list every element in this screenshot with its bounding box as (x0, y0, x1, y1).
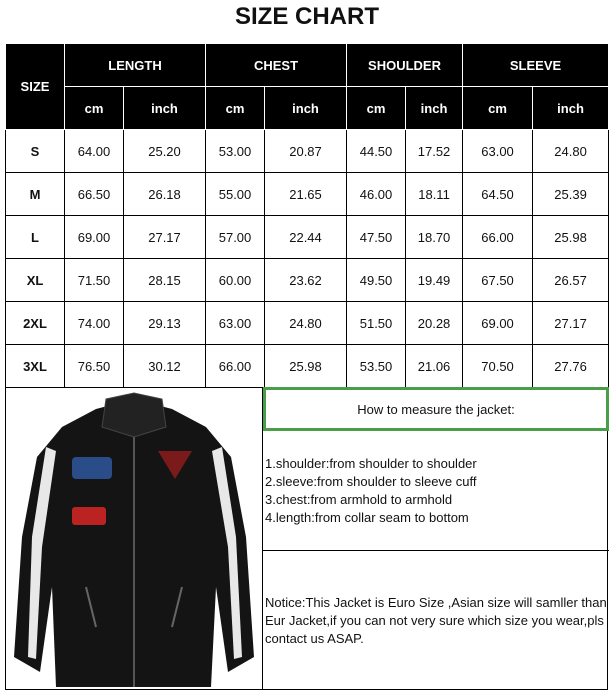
size-cell: L (6, 216, 65, 259)
how-to-measure-heading: How to measure the jacket: (263, 387, 609, 431)
value-cell: 23.62 (265, 259, 347, 302)
jacket-icon (6, 387, 263, 690)
step-chest: 3.chest:from armhold to armhold (265, 492, 453, 507)
unit-inch: inch (533, 87, 609, 130)
step-shoulder: 1.shoulder:from shoulder to shoulder (265, 456, 477, 471)
value-cell: 60.00 (206, 259, 265, 302)
value-cell: 26.18 (124, 173, 206, 216)
value-cell: 25.98 (265, 345, 347, 388)
value-cell: 20.28 (406, 302, 463, 345)
value-cell: 74.00 (65, 302, 124, 345)
size-cell: M (6, 173, 65, 216)
value-cell: 63.00 (463, 130, 533, 173)
value-cell: 25.20 (124, 130, 206, 173)
value-cell: 51.50 (347, 302, 406, 345)
table-row (6, 259, 609, 302)
table-row (6, 345, 609, 388)
value-cell: 63.00 (206, 302, 265, 345)
size-cell: S (6, 130, 65, 173)
value-cell: 24.80 (265, 302, 347, 345)
value-cell: 44.50 (347, 130, 406, 173)
step-sleeve: 2.sleeve:from shoulder to sleeve cuff (265, 474, 477, 489)
value-cell: 21.65 (265, 173, 347, 216)
sleeve-header: SLEEVE (463, 44, 609, 87)
size-cell: XL (6, 259, 65, 302)
value-cell: 21.06 (406, 345, 463, 388)
unit-inch: inch (124, 87, 206, 130)
unit-inch: inch (406, 87, 463, 130)
shoulder-header: SHOULDER (347, 44, 463, 87)
value-cell: 57.00 (206, 216, 265, 259)
size-cell: 2XL (6, 302, 65, 345)
value-cell: 30.12 (124, 345, 206, 388)
value-cell: 27.76 (533, 345, 609, 388)
value-cell: 71.50 (65, 259, 124, 302)
value-cell: 46.00 (347, 173, 406, 216)
value-cell: 64.00 (65, 130, 124, 173)
unit-cm: cm (65, 87, 124, 130)
table-row (6, 173, 609, 216)
value-cell: 70.50 (463, 345, 533, 388)
value-cell: 47.50 (347, 216, 406, 259)
value-cell: 17.52 (406, 130, 463, 173)
value-cell: 29.13 (124, 302, 206, 345)
notice-text: Notice:This Jacket is Euro Size ,Asian size will samller than Eur Jacket,if you can not very sure which size you wear,pls contact us ASAP. (265, 595, 607, 646)
value-cell: 76.50 (65, 345, 124, 388)
table-row (6, 302, 609, 345)
value-cell: 25.98 (533, 216, 609, 259)
length-header: LENGTH (65, 44, 206, 87)
unit-inch: inch (265, 87, 347, 130)
value-cell: 66.50 (65, 173, 124, 216)
size-header: SIZE (6, 44, 65, 130)
value-cell: 49.50 (347, 259, 406, 302)
chest-header: CHEST (206, 44, 347, 87)
value-cell: 20.87 (265, 130, 347, 173)
unit-cm: cm (206, 87, 265, 130)
value-cell: 19.49 (406, 259, 463, 302)
value-cell: 69.00 (463, 302, 533, 345)
value-cell: 27.17 (124, 216, 206, 259)
measure-section (5, 387, 608, 690)
unit-cm: cm (347, 87, 406, 130)
value-cell: 55.00 (206, 173, 265, 216)
value-cell: 67.50 (463, 259, 533, 302)
value-cell: 25.39 (533, 173, 609, 216)
divider (263, 550, 609, 551)
value-cell: 26.57 (533, 259, 609, 302)
value-cell: 53.50 (347, 345, 406, 388)
table-row (6, 216, 609, 259)
value-cell: 64.50 (463, 173, 533, 216)
value-cell: 24.80 (533, 130, 609, 173)
unit-cm: cm (463, 87, 533, 130)
table-row (6, 130, 609, 173)
value-cell: 22.44 (265, 216, 347, 259)
measure-steps (265, 455, 477, 527)
value-cell: 18.70 (406, 216, 463, 259)
value-cell: 53.00 (206, 130, 265, 173)
value-cell: 28.15 (124, 259, 206, 302)
value-cell: 18.11 (406, 173, 463, 216)
value-cell: 69.00 (65, 216, 124, 259)
value-cell: 66.00 (463, 216, 533, 259)
jacket-image (6, 387, 263, 690)
size-cell: 3XL (6, 345, 65, 388)
size-table (5, 43, 609, 388)
page-title: SIZE CHART (235, 3, 379, 30)
value-cell: 27.17 (533, 302, 609, 345)
step-length: 4.length:from collar seam to bottom (265, 510, 469, 525)
value-cell: 66.00 (206, 345, 265, 388)
